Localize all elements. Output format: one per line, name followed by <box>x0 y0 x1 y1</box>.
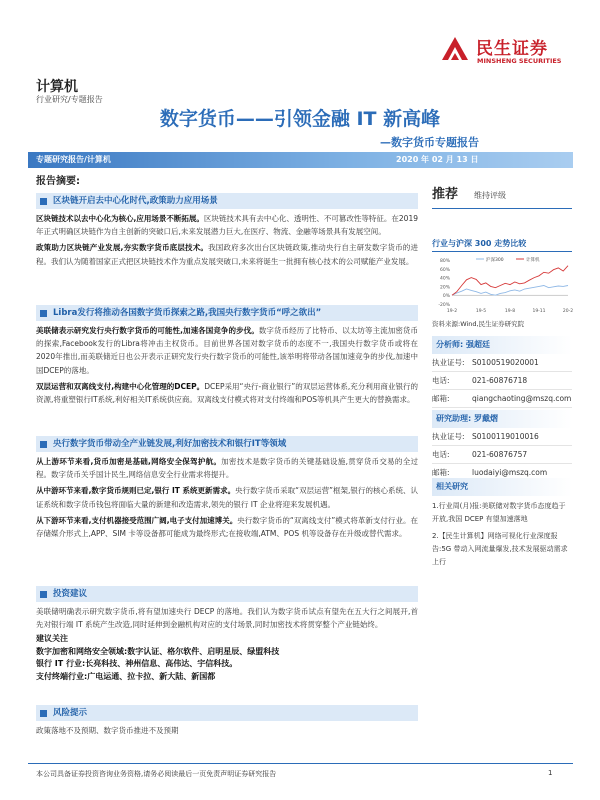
report-date: 2020 年 02 月 13 日 <box>396 155 479 164</box>
related-block <box>432 478 572 569</box>
x-tick-label: 19-5 <box>475 309 487 314</box>
analyst-block <box>432 336 572 408</box>
bullet-square-icon <box>40 591 47 598</box>
bullet-square-icon <box>40 310 47 317</box>
pick-row: 支付终端行业:广电运通、拉卡拉、新大陆、新国都 <box>36 671 216 681</box>
related-item[interactable]: 1.行业周(月)报:美联储对数字货币态度趋于开放,我国 DCEP 有望加速落地 <box>432 502 566 523</box>
legend-label: 计算机 <box>526 258 540 263</box>
analyst-email[interactable]: 邮箱: qiangchaoting@mszq.com <box>432 390 572 408</box>
pick-row: 银行 IT 行业:长亮科技、神州信息、高伟达、宇信科技。 <box>36 659 238 669</box>
section-heading: 风险提示 <box>36 705 418 721</box>
section-paragraph: 美联储明确表示研究数字货币,将有望加速央行 DECP 的落地。我们认为数字货币试点有望先在五大行之间展开,首先对银行端 IT 系统产生改造,同时延伸到金融机构对应的支付场景,同时加密技术将贯穿整个产业链始终。 <box>36 607 418 630</box>
footer-disclaimer: 本公司具备证券投资咨询业务资格,请务必阅读最后一页免责声明证券研究报告 <box>36 770 277 778</box>
picks-label: 建议关注 <box>36 634 68 644</box>
page-number: 1 <box>548 769 553 777</box>
section-paragraph: 从上游环节来看,货币加密是基础,网络安全保驾护航。加密技术是数字货币的关键基础设施,贯穿货币交易的全过程。数字货币关乎国计民生,网络信息安全行业需求将提升。 <box>36 457 418 480</box>
section-paragraph: 从下游环节来看,支付机器接受范围广阔,电子支付加速博关。央行数字货币的“双离线支付”模式将革新支付行业。在存储媒介形式上,APP、SIM 卡等设备都可能成为最终形式;在接收端,ATM、POS 机等设备存在升级或替代需求。 <box>36 515 418 539</box>
section-4 <box>36 586 418 683</box>
chart-source: 资料来源:Wind,民生证券研究院 <box>432 320 525 328</box>
section-1 <box>36 193 418 268</box>
bullet-square-icon <box>40 710 47 717</box>
x-tick-label: 19-8 <box>504 309 516 314</box>
band-category: 专题研究报告/计算机 <box>36 155 111 164</box>
y-tick-label: 80% <box>439 259 450 264</box>
trend-chart <box>432 254 572 316</box>
divider <box>432 208 572 209</box>
report-subtitle: —数字货币专题报告 <box>380 136 479 149</box>
minsheng-logo-icon <box>438 34 472 64</box>
y-tick-label: 0% <box>442 294 450 300</box>
section-heading: 区块链开启去中心化时代,政策助力应用场景 <box>36 193 418 209</box>
y-tick-label: 60% <box>439 267 450 273</box>
bullet-square-icon <box>40 198 47 205</box>
y-tick-label: 20% <box>439 285 450 291</box>
researcher-license: 执业证号: S0100119010016 <box>432 428 572 446</box>
analyst-license: 执业证号: S0100519020001 <box>432 354 572 372</box>
researcher-phone: 电话: 021-60876757 <box>432 446 572 464</box>
industry-label: 计算机 <box>36 79 78 95</box>
footer-divider <box>28 763 573 764</box>
analyst-heading: 分析师: 强超廷 <box>432 336 572 354</box>
legend-label: 沪深300 <box>486 258 504 263</box>
x-tick-label: 20-2 <box>562 309 574 314</box>
related-item[interactable]: 2.【民生计算机】网络可视化行业深度报告:5G 带动入网流量爆发,技术发展驱动需求上行 <box>432 532 568 566</box>
section-5 <box>36 705 418 737</box>
section-heading: Libra发行将推动各国数字货币探索之路,我国央行数字货币“呼之欲出” <box>36 305 418 321</box>
x-tick-label: 19-11 <box>532 309 546 314</box>
analyst-phone: 电话: 021-60876718 <box>432 372 572 390</box>
report-type: 行业研究/专题报告 <box>36 95 103 104</box>
brand-name-cn: 民生证券 <box>476 39 548 59</box>
section-heading: 央行数字货币带动全产业链发展,利好加密技术和银行IT等领域 <box>36 436 418 452</box>
rating-sub: 维持评级 <box>474 191 507 200</box>
bullet-square-icon <box>40 441 47 448</box>
report-title: 数字货币——引领金融 IT 新高峰 <box>159 108 441 130</box>
researcher-email[interactable]: 邮箱: luodaiyi@mszq.com <box>432 464 572 482</box>
section-2 <box>36 305 418 406</box>
divider <box>432 251 572 252</box>
y-tick-label: -20% <box>438 303 450 308</box>
rating-block <box>432 183 572 209</box>
section-paragraph: 政策助力区块链产业发展,夯实数字货币底层技术。我国政府多次出台区块链政策,推动央行自主研发数字货币的进程。我们认为随着国家正式把区块链技术作为重点发展突破口,未来将诞生一批拥有核心技术的公司赋能产业发展。 <box>36 243 418 266</box>
section-paragraph: 政策落地不及预期、数字货币推进不及预期 <box>36 726 179 735</box>
series-line-0 <box>452 286 568 296</box>
pick-row: 数字加密和网络安全领域:数字认证、格尔软件、启明星辰、绿盟科技 <box>36 646 280 656</box>
section-paragraph: 从中游环节来看,数字货币规则已定,银行 IT 系统更新需求。央行数字货币采取“双层运营”框架,银行的核心系统、认证系统和数字货币钱包将面临大量的新建和改造需求,领先的银行 IT 企业将迎来发展机遇。 <box>36 486 419 509</box>
section-paragraph: 双层运营和双离线支付,构建中心化管理的DCEP。DCEP采用“央行-商业银行”的双层运营体系,充分利用商业银行的资源,将重塑银行IT系统,利好相关IT系统供应商。双离线支付模式将对支付终端和POS等机具产生更大的替换需求。 <box>36 381 418 405</box>
section-paragraph: 区块链技术以去中心化为核心,应用场景不断拓展。区块链技术具有去中心化、透明性、不可篡改性等特征。在2019年正式明确区块链作为自主创新的突破口后,未来发展潜力巨大,在医疗、物流、金融等场景具有发展空间。 <box>36 214 418 237</box>
section-heading: 投资建议 <box>36 586 418 602</box>
y-tick-label: 40% <box>439 276 450 282</box>
rating-value: 推荐 <box>432 187 459 202</box>
brand-name-en: MINSHENG SECURITIES <box>477 57 562 65</box>
researcher-block <box>432 410 572 482</box>
section-3 <box>36 436 418 540</box>
researcher-heading: 研究助理: 罗戴熠 <box>432 410 572 428</box>
section-paragraph: 美联储表示研究发行央行数字货币的可能性,加速各国竞争的步伐。数字货币经历了比特币、以太坊等主流加密货币的探索,Facebook发行的Libra将冲击主权货币。目前世界各国对数字货币的态度不一,我国央行数字货币或将在2020年推出,而美联储近日也公开表示正研究发行央行数字货币的可能性,该举明将带动各国加速竞争的步伐,加速中国DCEP的落地。 <box>36 326 418 375</box>
chart-title: 行业与沪深 300 走势比较 <box>432 239 527 248</box>
summary-label: 报告摘要: <box>36 176 80 187</box>
related-heading: 相关研究 <box>432 478 572 496</box>
x-tick-label: 19-2 <box>446 309 458 314</box>
